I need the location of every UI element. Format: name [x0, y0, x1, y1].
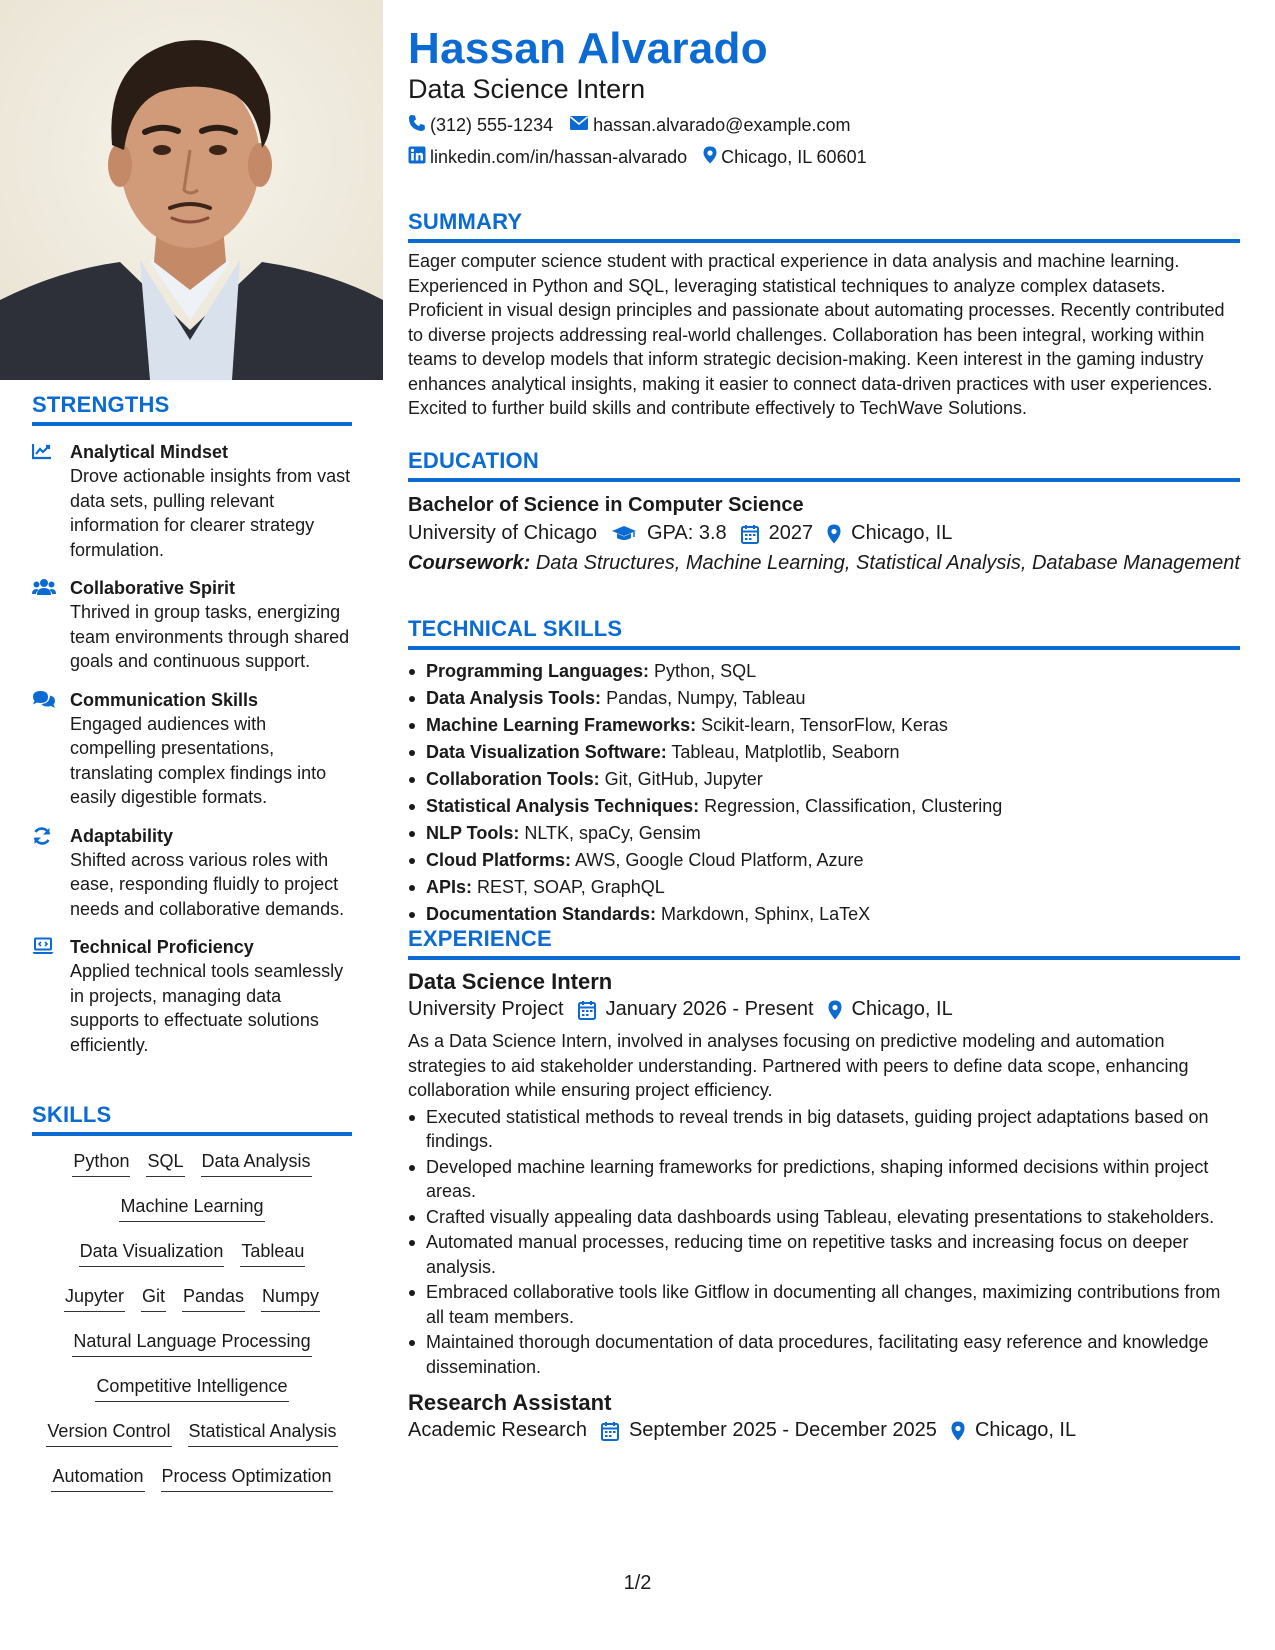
sync-icon [32, 824, 70, 922]
coursework-text: Data Structures, Machine Learning, Statistical Analysis, Database Management [535, 552, 1240, 574]
skill-tag: Numpy [261, 1283, 320, 1312]
gpa-text: GPA: 3.8 [646, 522, 727, 544]
technical-skill-label: NLP Tools: [426, 823, 520, 843]
chart-line-icon [32, 440, 70, 562]
skill-tag: Machine Learning [119, 1193, 264, 1222]
job-org-text: Academic Research [408, 1419, 587, 1441]
technical-skill-value: Regression, Classification, Clustering [704, 796, 1003, 816]
calendar-icon [601, 1421, 619, 1441]
calendar-icon [578, 1000, 596, 1020]
strength-item [32, 935, 352, 1057]
skill-tag: Process Optimization [161, 1463, 333, 1492]
skills-row [32, 1283, 352, 1328]
coursework [408, 551, 1240, 575]
technical-skill-item [408, 766, 1240, 793]
contact-row-1 [408, 114, 867, 137]
skill-tag: Statistical Analysis [188, 1418, 338, 1447]
technical-skill-label: Programming Languages: [426, 661, 650, 681]
skills-row [32, 1373, 352, 1418]
linkedin-link[interactable]: linkedin.com/in/hassan-alvarado [430, 147, 688, 167]
coursework-label: Coursework: [408, 552, 531, 574]
comments-icon [32, 688, 70, 810]
strength-item [32, 440, 352, 562]
job-location-text: Chicago, IL [851, 998, 953, 1020]
job-dates-text: January 2026 - Present [605, 998, 814, 1020]
education-meta [408, 522, 1240, 545]
phone-icon [408, 114, 430, 137]
technical-skill-item [408, 685, 1240, 712]
job-bullet: Automated manual processes, reducing time on repetitive tasks and increasing focus on deeper analysis. [408, 1230, 1240, 1279]
technical-skill-value: Scikit-learn, TensorFlow, Keras [701, 715, 948, 735]
job-org [408, 1419, 587, 1442]
skills-row [32, 1418, 352, 1463]
technical-skill-value: Markdown, Sphinx, LaTeX [661, 904, 871, 924]
phone-contact [408, 114, 553, 137]
graduation-cap-icon [611, 525, 637, 543]
technical-skill-item [408, 847, 1240, 874]
job-title: Data Science Intern [408, 969, 613, 994]
skills-row [32, 1148, 352, 1193]
skill-tag: Natural Language Processing [72, 1328, 311, 1357]
job-dates [578, 998, 814, 1021]
year-item [741, 522, 814, 545]
map-marker-icon [828, 1000, 842, 1020]
technical-skill-label: Data Visualization Software: [426, 742, 667, 762]
users-icon [32, 576, 70, 674]
job-location [828, 998, 953, 1021]
technical-skill-label: Collaboration Tools: [426, 769, 600, 789]
skills-row [32, 1238, 352, 1283]
gpa-item [611, 522, 727, 545]
degree-title: Bachelor of Science in Computer Science [408, 494, 804, 516]
technical-skill-value: Python, SQL [654, 661, 757, 681]
education-heading: EDUCATION [408, 448, 1240, 482]
technical-skill-label: Statistical Analysis Techniques: [426, 796, 700, 816]
school-name-text: University of Chicago [408, 522, 597, 544]
job-description: As a Data Science Intern, involved in analyses focusing on predictive modeling and automation strategies to aid stakeholder understanding. Partnered with peers to define data scope, enhancing collaboration while ensuring project efficiency. [408, 1031, 1189, 1100]
technical-skill-label: Cloud Platforms: [426, 850, 572, 870]
map-marker-icon [951, 1421, 965, 1441]
job-dates [601, 1419, 937, 1442]
summary-section [408, 209, 1240, 421]
strength-item [32, 824, 352, 922]
phone-text: (312) 555-1234 [430, 115, 554, 135]
technical-skill-item [408, 901, 1240, 928]
map-marker-icon [827, 524, 841, 544]
profile-photo [0, 0, 383, 380]
summary-text: Eager computer science student with practical experience in data analysis and machine learning. Experienced in Python and SQL, leveraging statistical techniques to analyze complex datasets. Proficient in visual design principles and passionate about automating processes. Recently contributed to diverse projects addressing real-world challenges. Collaboration has been integral, working within teams to develop models that inform strategic decision-making. Keen interest in the gaming industry enhances analytical insights, making it easier to connect data-driven practices with user experiences. Excited to further build skills and contribute effectively to TechWave Solutions. [408, 251, 1225, 418]
linkedin-icon [408, 146, 430, 169]
technical-skill-value: Git, GitHub, Jupyter [604, 769, 763, 789]
contact-row-2 [408, 146, 883, 169]
technical-skill-value: Tableau, Matplotlib, Seaborn [671, 742, 900, 762]
strength-item [32, 688, 352, 810]
skill-tag: Automation [51, 1463, 144, 1492]
technical-skill-label: Data Analysis Tools: [426, 688, 602, 708]
job-entry [408, 968, 1240, 1379]
candidate-role: Data Science Intern [408, 74, 646, 104]
skill-tag: Data Analysis [201, 1148, 312, 1177]
job-dates-text: September 2025 - December 2025 [628, 1419, 937, 1441]
education-section [408, 448, 1240, 575]
edu-location-item [827, 522, 952, 545]
email-contact[interactable] [569, 115, 850, 136]
location-text: Chicago, IL 60601 [721, 147, 867, 167]
technical-skill-value: AWS, Google Cloud Platform, Azure [575, 850, 864, 870]
linkedin-contact[interactable] [408, 146, 687, 169]
job-location [951, 1419, 1076, 1442]
skill-tag: Version Control [46, 1418, 171, 1447]
technical-skill-label: Machine Learning Frameworks: [426, 715, 697, 735]
job-entry [408, 1389, 1240, 1442]
skills-row [32, 1193, 352, 1238]
strength-description: Applied technical tools seamlessly in projects, managing data supports to effectuate solutions efficiently. [70, 961, 344, 1055]
job-org-text: University Project [408, 998, 564, 1020]
year-text: 2027 [768, 522, 814, 544]
laptop-code-icon [32, 935, 70, 1057]
strengths-heading: STRENGTHS [32, 392, 352, 426]
edu-location-text: Chicago, IL [851, 522, 953, 544]
technical-skill-value: Pandas, Numpy, Tableau [606, 688, 806, 708]
email-link[interactable]: hassan.alvarado@example.com [593, 115, 851, 135]
strength-title: Adaptability [70, 825, 174, 846]
strength-title: Analytical Mindset [70, 442, 229, 462]
job-bullet: Embraced collaborative tools like Gitflow in documenting all changes, maximizing contributions from all team members. [408, 1280, 1240, 1329]
job-bullet: Maintained thorough documentation of data procedures, facilitating easy reference and knowledge dissemination. [408, 1330, 1240, 1379]
skill-tag: Python [72, 1148, 130, 1177]
skills-section [32, 1102, 352, 1508]
skill-tag: Tableau [240, 1238, 305, 1267]
job-bullet: Executed statistical methods to reveal trends in big datasets, guiding project adaptations based on findings. [408, 1105, 1240, 1154]
location-contact [703, 146, 866, 169]
skills-row [32, 1463, 352, 1508]
skills-cloud [32, 1148, 352, 1508]
job-bullet: Crafted visually appealing data dashboards using Tableau, elevating presentations to stakeholders. [408, 1205, 1240, 1230]
strength-description: Drove actionable insights from vast data sets, pulling relevant information for clearer strategy formulation. [70, 466, 351, 560]
job-bullet: Developed machine learning frameworks for predictions, shaping informed decisions within project areas. [408, 1155, 1240, 1204]
job-bullets [408, 1105, 1240, 1380]
technical-skill-item [408, 712, 1240, 739]
skill-tag: SQL [146, 1148, 184, 1177]
map-marker-icon [703, 146, 721, 169]
strength-title: Communication Skills [70, 689, 259, 710]
technical-skills-list [408, 658, 1240, 928]
job-org [408, 998, 564, 1021]
technical-skill-item [408, 793, 1240, 820]
job-location-text: Chicago, IL [974, 1419, 1077, 1441]
left-column [0, 0, 383, 1650]
summary-heading: SUMMARY [408, 209, 1240, 243]
technical-skill-value: REST, SOAP, GraphQL [477, 877, 665, 897]
job-meta [408, 998, 1240, 1021]
skills-heading: SKILLS [32, 1102, 352, 1136]
skill-tag: Jupyter [64, 1283, 125, 1312]
strengths-section [32, 392, 352, 1057]
strength-title: Collaborative Spirit [70, 578, 236, 598]
strength-description: Shifted across various roles with ease, responding fluidly to project needs and collaborative demands. [70, 849, 345, 919]
technical-skill-label: APIs: [426, 877, 473, 897]
job-meta [408, 1419, 1240, 1442]
job-title: Research Assistant [408, 1390, 612, 1415]
envelope-icon [569, 115, 593, 136]
school-name [408, 522, 597, 545]
experience-section [408, 926, 1240, 1442]
technical-skills-section [408, 616, 1240, 928]
candidate-name: Hassan Alvarado [408, 24, 768, 73]
skill-tag: Pandas [182, 1283, 245, 1312]
technical-skills-heading: TECHNICAL SKILLS [408, 616, 1240, 650]
strength-description: Engaged audiences with compelling presentations, translating complex findings into easily digestible formats. [70, 713, 327, 807]
technical-skill-item [408, 739, 1240, 766]
calendar-icon [741, 524, 759, 544]
strength-title: Technical Proficiency [70, 937, 254, 957]
experience-heading: EXPERIENCE [408, 926, 1240, 960]
page-number: 1/2 [623, 1572, 652, 1594]
skill-tag: Competitive Intelligence [95, 1373, 288, 1402]
technical-skill-item [408, 874, 1240, 901]
skills-row [32, 1328, 352, 1373]
technical-skill-label: Documentation Standards: [426, 904, 657, 924]
technical-skill-item [408, 658, 1240, 685]
strength-description: Thrived in group tasks, energizing team environments through shared goals and continuous support. [70, 602, 350, 671]
technical-skill-value: NLTK, spaCy, Gensim [524, 823, 701, 843]
technical-skill-item [408, 820, 1240, 847]
skill-tag: Data Visualization [79, 1238, 225, 1267]
strength-item [32, 576, 352, 674]
skill-tag: Git [141, 1283, 166, 1312]
